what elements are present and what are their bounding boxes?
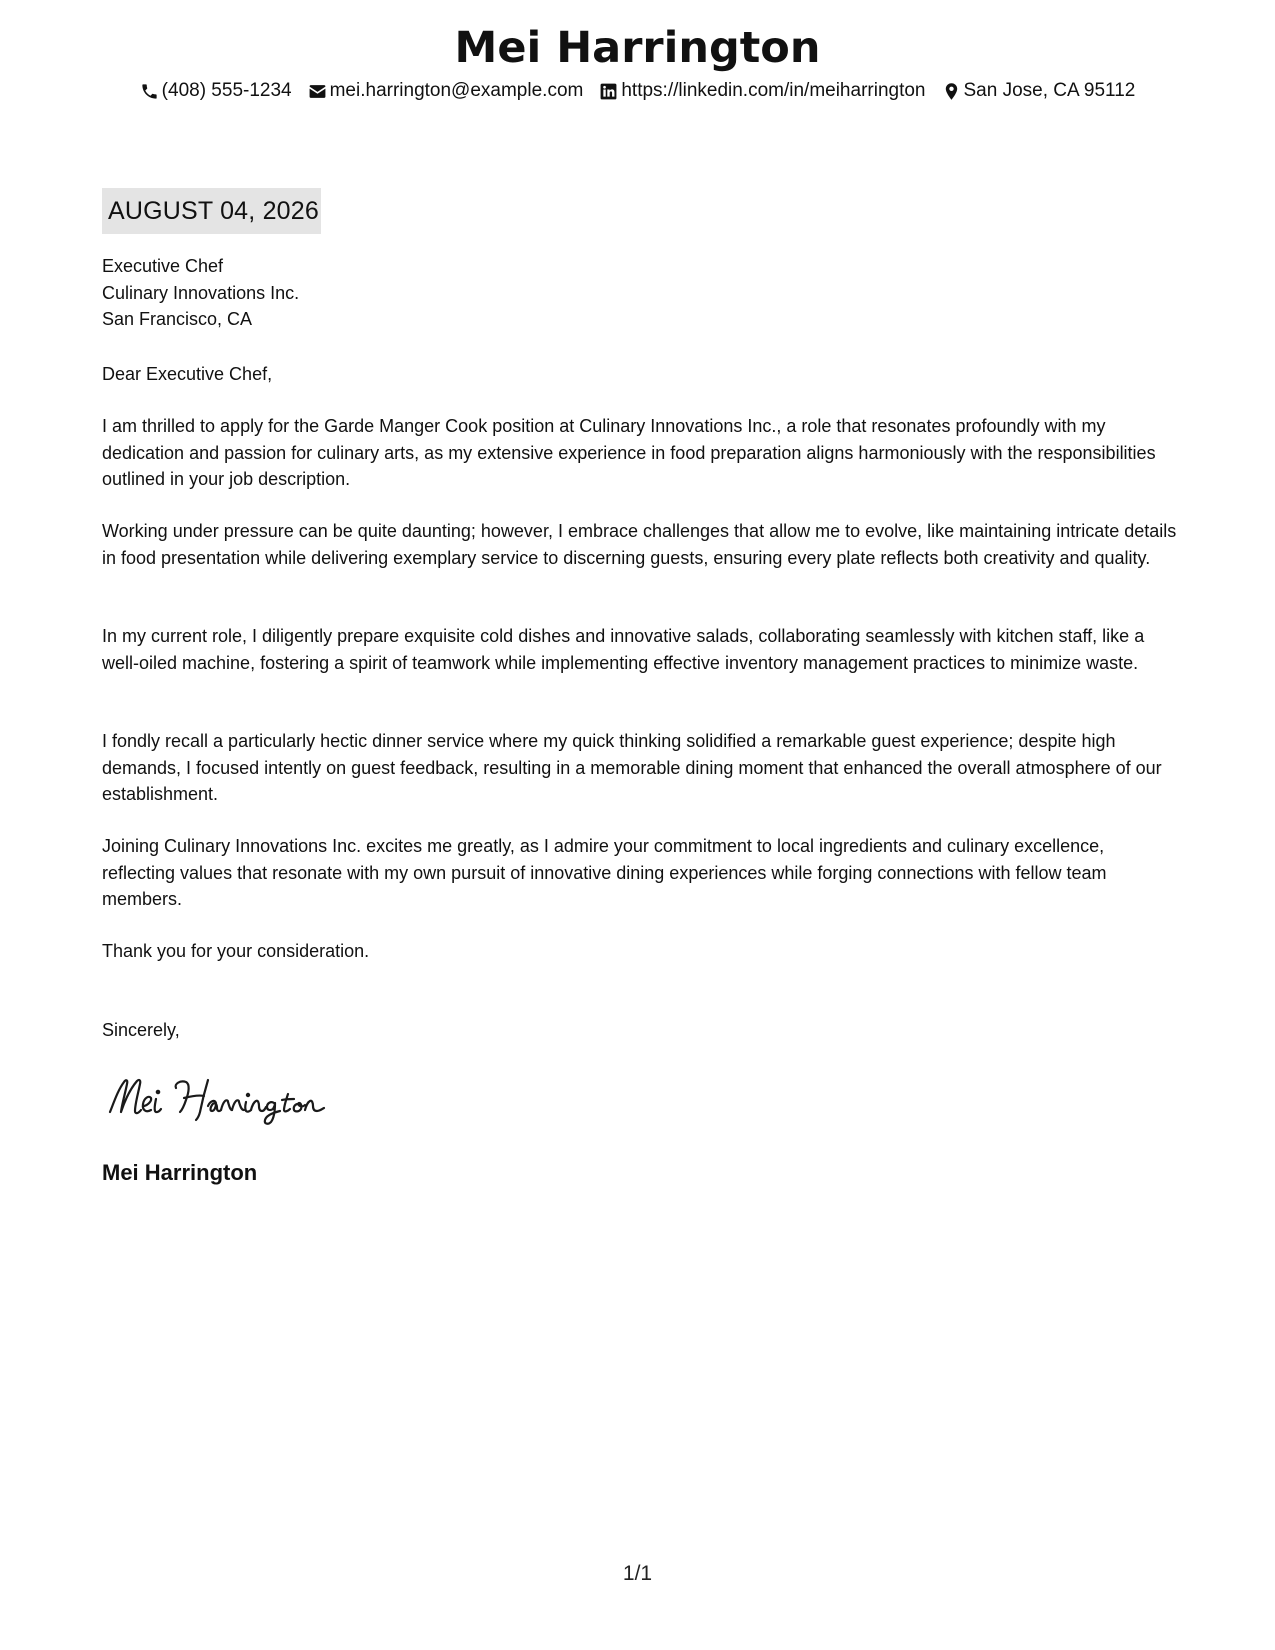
letter-date: AUGUST 04, 2026	[102, 188, 321, 234]
body-paragraph: I fondly recall a particularly hectic dinner service where my quick thinking solidified a remarkable guest experience; despite high demands, I focused intently on guest feedback, resulting in a memorable dining moment that enhanced the overall atmosphere of our establishment.	[102, 731, 1162, 804]
page-number: 1/1	[622, 1562, 653, 1585]
signer-name: Mei Harrington	[102, 1160, 258, 1185]
recipient-location: San Francisco, CA	[102, 309, 253, 329]
location-text: San Jose, CA 95112	[963, 80, 1136, 101]
contact-phone	[140, 78, 292, 104]
body-paragraph: Working under pressure can be quite daunting; however, I embrace challenges that allow me to evolve, like maintaining intricate details in food presentation while delivering exemplary service to discerning guests, ensuring every plate reflects both creativity and quality.	[102, 521, 1177, 568]
thank-you-line: Thank you for your consideration.	[102, 941, 370, 961]
salutation: Dear Executive Chef,	[102, 364, 273, 384]
body-paragraph: In my current role, I diligently prepare exquisite cold dishes and innovative salads, collaborating seamlessly with kitchen staff, like a well-oiled machine, fostering a spirit of teamwork while implementing effective inventory management practices to minimize waste.	[102, 626, 1145, 673]
linkedin-text[interactable]: https://linkedin.com/in/meiharrington	[621, 80, 926, 101]
applicant-name-heading: Mei Harrington	[454, 23, 821, 73]
handwritten-signature	[104, 1068, 364, 1126]
envelope-icon	[308, 82, 327, 101]
recipient-title: Executive Chef	[102, 256, 224, 276]
email-text[interactable]: mei.harrington@example.com	[329, 80, 584, 101]
closing-line: Sincerely,	[102, 1020, 180, 1040]
contact-info-row	[0, 78, 1275, 104]
phone-text[interactable]: (408) 555-1234	[161, 80, 292, 101]
recipient-company: Culinary Innovations Inc.	[102, 282, 300, 303]
contact-location	[942, 78, 1136, 104]
linkedin-icon	[599, 82, 618, 101]
body-paragraph: I am thrilled to apply for the Garde Manger Cook position at Culinary Innovations Inc., a role that resonates profoundly with my dedication and passion for culinary arts, as my extensive experience in food preparation aligns harmoniously with the responsibilities outlined in your job description.	[102, 416, 1156, 489]
recipient-block	[102, 253, 299, 333]
contact-linkedin	[599, 78, 925, 104]
contact-email	[308, 78, 584, 104]
body-paragraph: Joining Culinary Innovations Inc. excites me greatly, as I admire your commitment to local ingredients and culinary excellence, reflecting values that resonate with my own pursuit of innovative dining experiences while forging connections with fellow team members.	[102, 836, 1107, 909]
map-pin-icon	[942, 82, 961, 101]
phone-icon	[140, 82, 159, 101]
